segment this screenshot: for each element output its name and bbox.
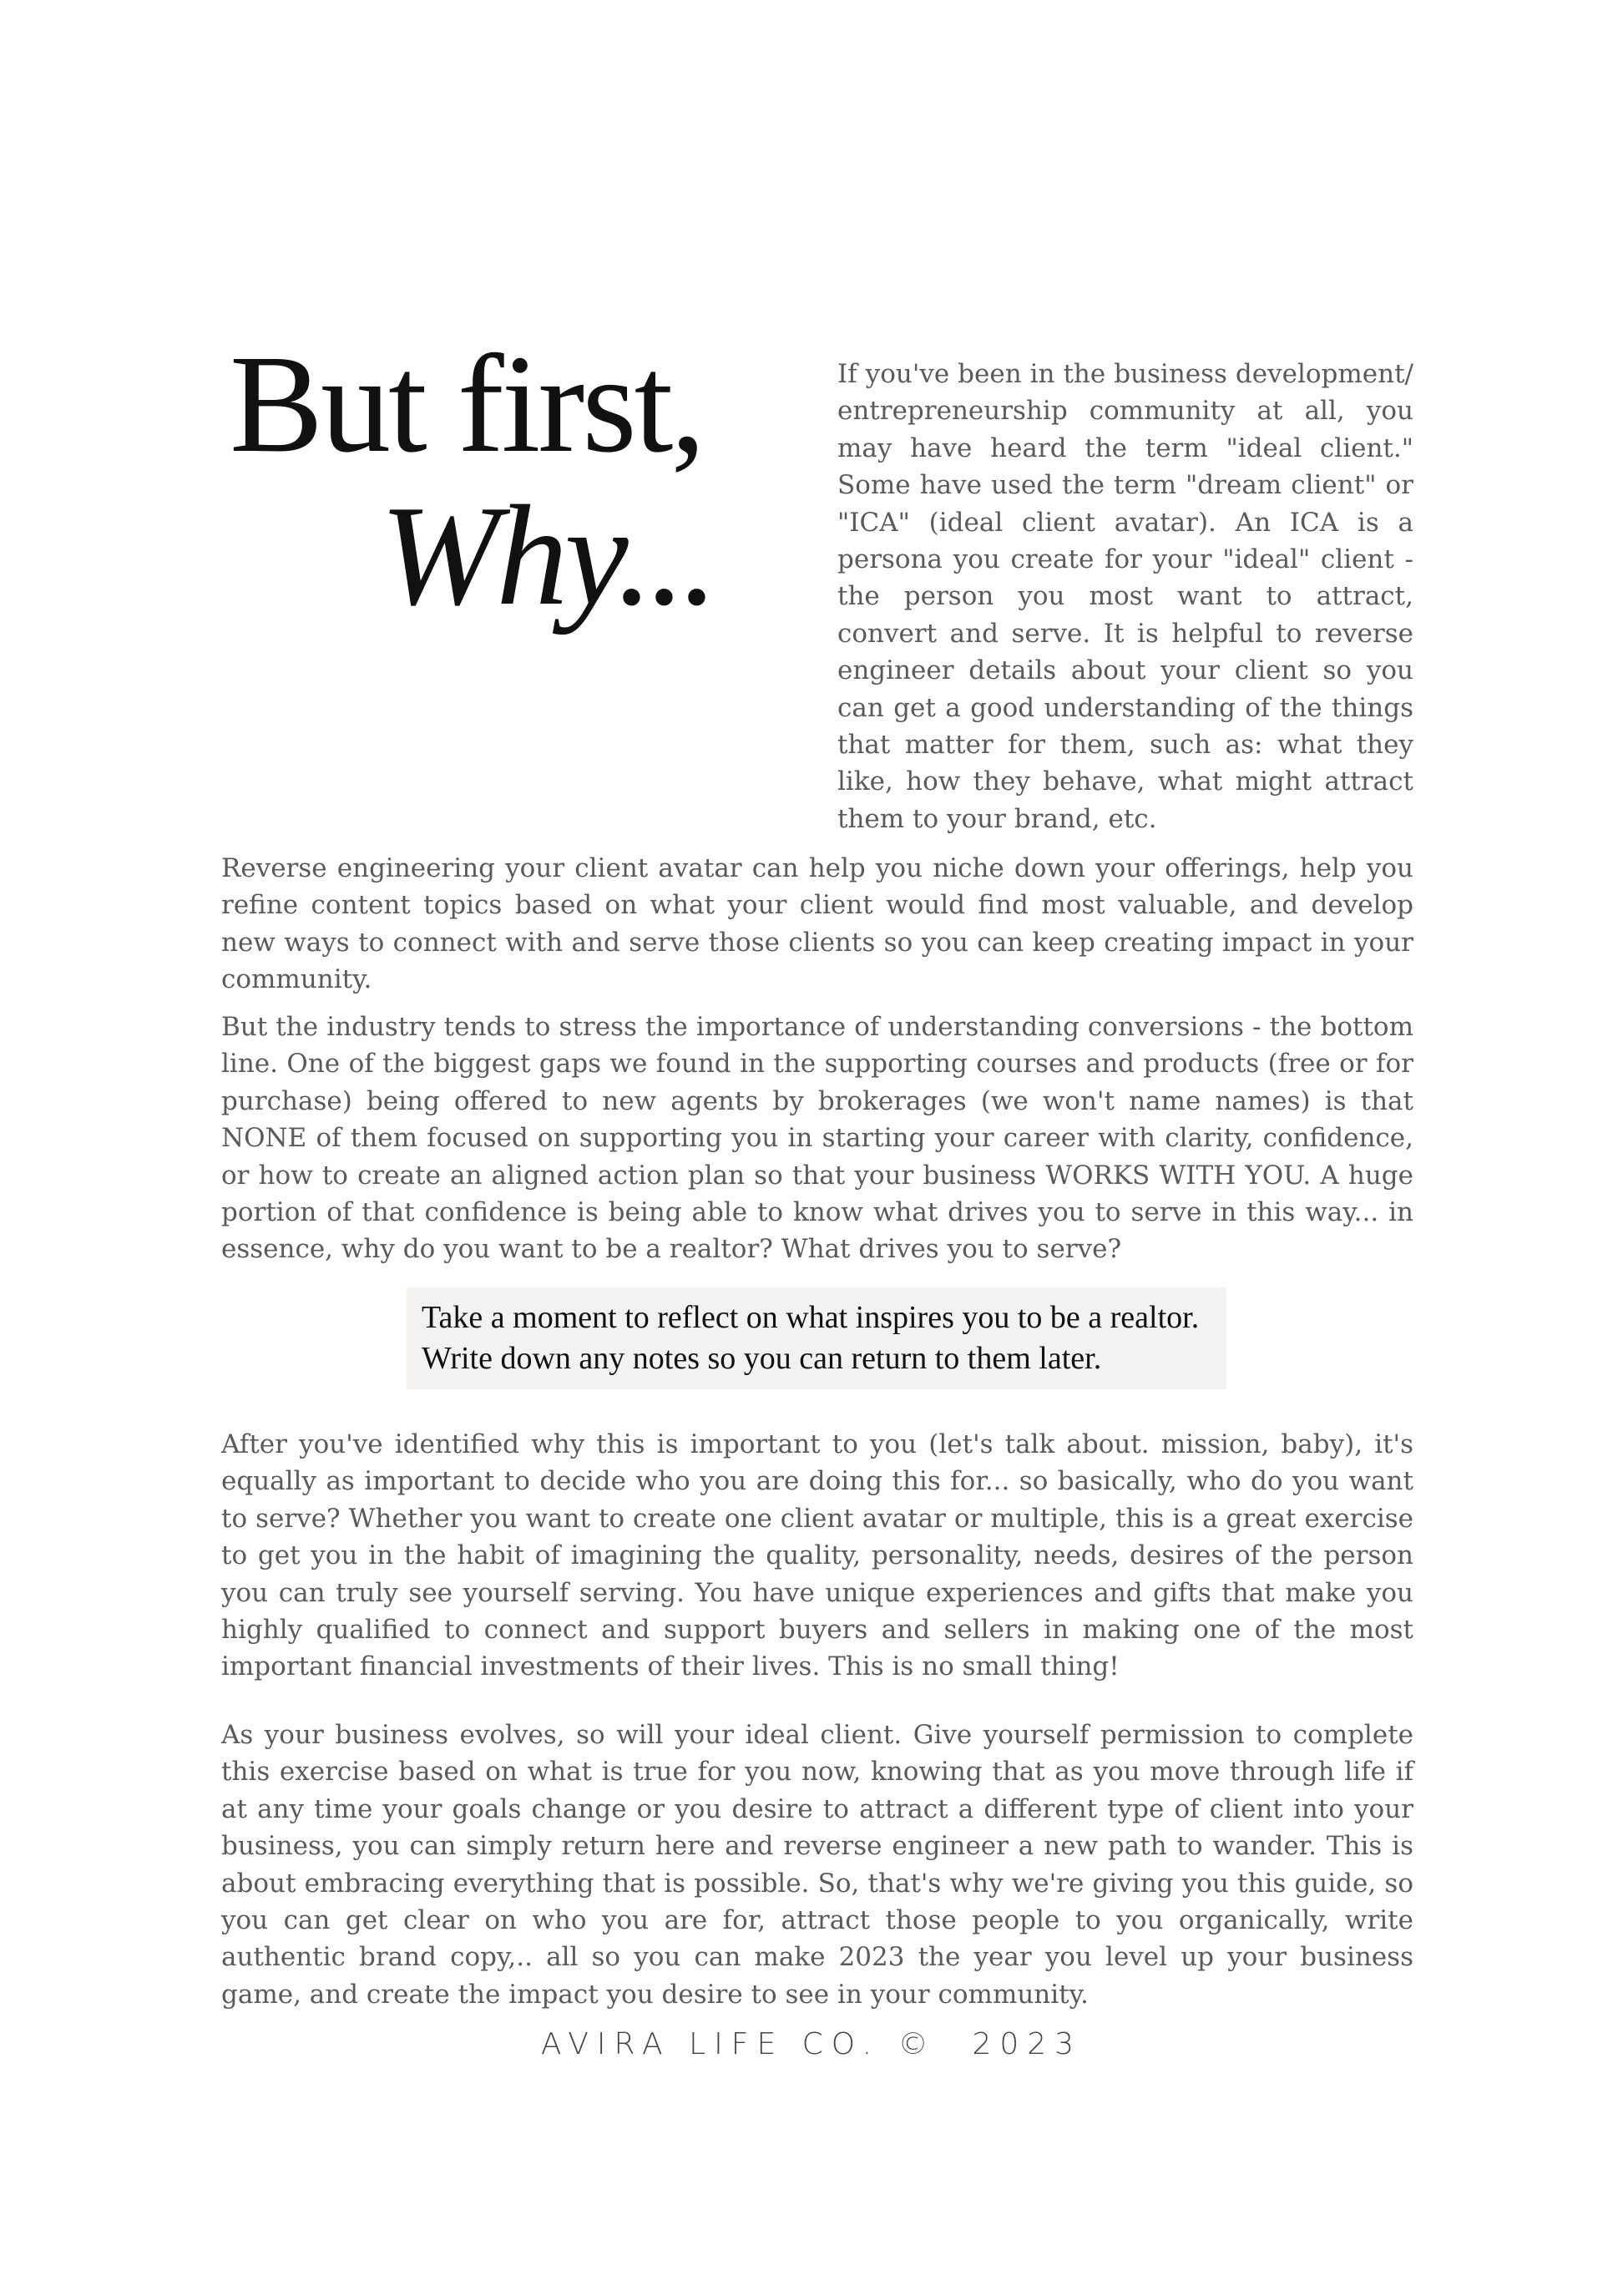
title-line-why: Why... xyxy=(380,477,715,635)
paragraph-industry-conversions: But the industry tends to stress the importance of understanding conversions - the bottom line. One of the biggest gaps we found in the supporting courses and products (free or for purchase) being offered to new agents by brokerages (we won't name names) is that NONE of them focused on supporting you in starting your career with clarity, confidence, or how to create an aligned action plan so that your business WORKS WITH YOU. A huge portion of that confidence is being able to know what drives you to serve in this way... in essence, why do you want to be a realtor? What drives you to serve? xyxy=(221,1012,1413,1265)
callout-line-1: Take a moment to reflect on what inspires you to be a realtor. xyxy=(422,1300,1200,1335)
reflection-callout-box xyxy=(407,1287,1226,1389)
callout-line-2: Write down any notes so you can return to them later. xyxy=(422,1341,1102,1376)
paragraph-reverse-engineering: Reverse engineering your client avatar can help you niche down your offerings, help you refine content topics based on what your client would find most valuable, and develop new ways to connect with and serve those clients so you can keep creating impact in your community. xyxy=(221,853,1413,995)
paragraph-who-to-serve: After you've identified why this is important to you (let's talk about. mission, baby), it's equally as important to decide who you are doing this for... so basically, who do you want to serve? Whether you want to create one client avatar or multiple, this is a great exercise to get you in the habit of imagining the quality, personality, needs, desires of the person you can truly see yourself serving. You have unique experiences and gifts that make you highly qualified to connect and support buyers and sellers in making one of the most important financial investments of their lives. This is no small thing! xyxy=(221,1429,1413,1682)
title-line-but-first: But first, xyxy=(230,326,704,482)
footer-copyright: AVIRA LIFE CO. © 2023 xyxy=(540,2027,1083,2061)
paragraph-business-evolves: As your business evolves, so will your ideal client. Give yourself permission to complete this exercise based on what is true for you now, knowing that as you move through life if at any time your goals change or you desire to attract a different type of client into your business, you can simply return here and reverse engineer a new path to wander. This is about embracing everything that is possible. So, that's why we're giving you this guide, so you can get clear on who you are for, attract those people to you organically, write authentic brand copy,.. all so you can make 2023 the year you level up your business game, and create the impact you desire to see in your community. xyxy=(221,1720,1413,2010)
intro-paragraph: If you've been in the business development/ entrepreneurship community at all, you may have heard the term "ideal client." Some have used the term "dream client" or "ICA" (ideal client avatar). An ICA is a persona you create for your "ideal" client - the person you most want to attract, convert and serve. It is helpful to reverse engineer details about your client so you can get a good understanding of the things that matter for them, such as: what they like, how they behave, what might attract them to your brand, etc. xyxy=(837,359,1413,834)
page-title xyxy=(225,326,726,668)
